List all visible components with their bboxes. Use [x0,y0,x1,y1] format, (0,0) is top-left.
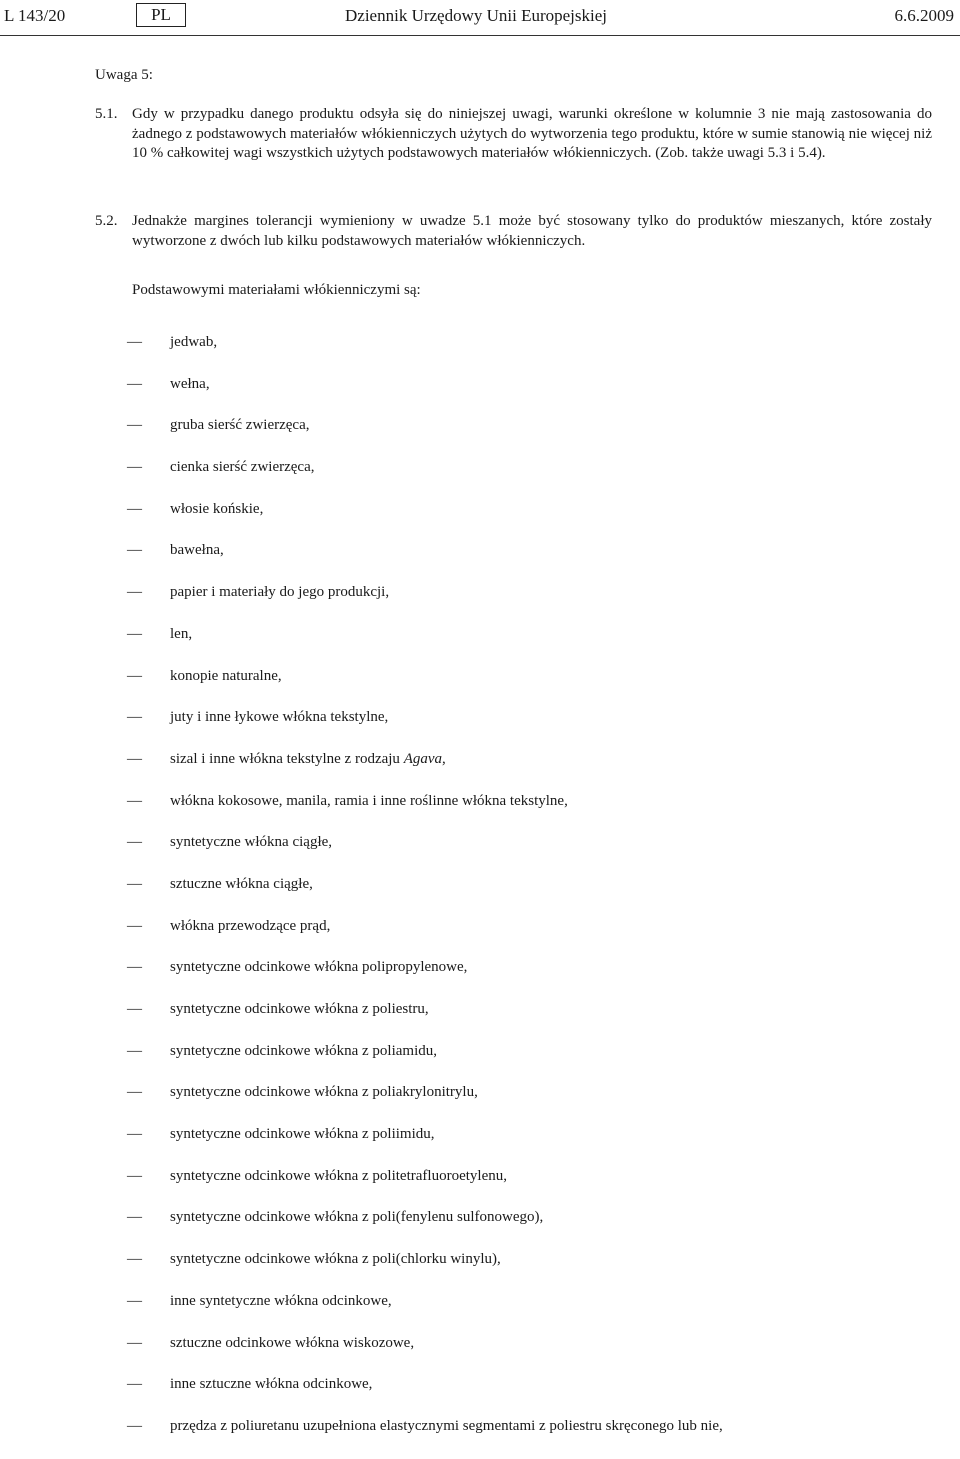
list-dash: — [127,709,142,726]
material-name: jedwab, [170,334,218,350]
list-item [127,958,927,1000]
material-name: włosie końskie, [170,500,264,517]
materials-intro: Podstawowymi materiałami włókienniczymi są: [132,282,421,298]
material-name: inne sztuczne włókna odcinkowe, [170,1376,373,1393]
material-name: gruba sierść zwierzęca, [170,417,310,434]
page-header [0,0,960,33]
material-name: bawełna, [170,542,224,559]
paragraph-5-2 [95,212,935,252]
material-name: sztuczne włókna ciągłe, [170,875,313,892]
list-dash: — [127,584,142,601]
list-item [127,416,927,458]
note-title: Uwaga 5: [95,67,153,83]
list-item [127,1292,927,1334]
list-item [127,667,927,709]
list-item [127,500,927,542]
material-name: juty i inne łykowe włókna tekstylne, [170,709,389,726]
list-dash: — [127,334,142,350]
list-dash: — [127,1167,142,1184]
list-dash: — [127,667,142,684]
list-dash: — [127,500,142,517]
paragraph-number: 5.2. [95,213,118,229]
list-dash: — [127,417,142,434]
list-dash: — [127,750,142,767]
list-dash: — [127,459,142,476]
list-item [127,1167,927,1209]
material-name: syntetyczne włókna ciągłe, [170,834,333,851]
list-dash: — [127,1334,142,1351]
material-name: papier i materiały do jego produkcji, [170,584,390,601]
list-item [127,1125,927,1167]
list-item [127,333,927,375]
material-name: syntetyczne odcinkowe włókna z poliestru, [170,1001,429,1017]
list-item [127,583,927,625]
list-dash: — [127,1001,142,1017]
list-item [127,541,927,583]
material-name: syntetyczne odcinkowe włókna z poliakrylonitrylu, [170,1084,478,1101]
list-item [127,625,927,667]
list-dash: — [127,875,142,892]
list-item [127,750,927,792]
list-item [127,875,927,917]
list-item [127,1000,927,1042]
paragraph-5-1 [95,105,935,185]
material-name: syntetyczne odcinkowe włókna z poli(fenylenu sulfonowego), [170,1209,544,1226]
list-item [127,1208,927,1250]
publication-date: 6.6.2009 [894,6,954,25]
list-dash: — [127,542,142,559]
material-name: inne syntetyczne włókna odcinkowe, [170,1292,392,1309]
material-name: włókna kokosowe, manila, ramia i inne roślinne włókna tekstylne, [170,792,568,809]
material-name: syntetyczne odcinkowe włókna z poli(chlorku winylu), [170,1251,501,1268]
list-item [127,833,927,875]
list-item [127,1042,927,1084]
list-item [127,792,927,834]
list-dash: — [127,625,142,642]
header-divider [0,35,960,36]
material-name: włókna przewodzące prąd, [170,917,331,934]
list-dash: — [127,1209,142,1226]
list-item [127,375,927,417]
material-name: konopie naturalne, [170,667,282,684]
list-dash: — [127,917,142,934]
list-item [127,917,927,959]
material-name: syntetyczne odcinkowe włókna z politetrafluoroetylenu, [170,1167,507,1184]
list-item [127,708,927,750]
list-dash: — [127,1376,142,1393]
page-reference: L 143/20 [4,6,66,25]
material-name: syntetyczne odcinkowe włókna z poliimidu, [170,1126,435,1143]
language-code-box: PL [136,3,186,27]
list-item [127,1250,927,1292]
material-name: syntetyczne odcinkowe włókna polipropylenowe, [170,959,468,976]
list-dash: — [127,792,142,809]
material-name: wełna, [170,375,210,392]
list-item [127,1083,927,1125]
list-dash: — [127,1417,142,1434]
list-dash: — [127,1126,142,1143]
list-dash: — [127,375,142,392]
list-dash: — [127,1251,142,1268]
list-dash: — [127,959,142,976]
material-name: len, [170,625,193,642]
list-item [127,458,927,500]
material-name: cienka sierść zwierzęca, [170,459,315,476]
paragraph-text: Jednakże margines tolerancji wymieniony w uwadze 5.1 może być stosowany tylko do produktów mieszanych, które zostały wytworzone z dwóch lub kilku podstawowych materiałów włókienniczych. [132,213,932,249]
list-dash: — [127,834,142,851]
materials-list [127,333,927,1459]
list-dash: — [127,1292,142,1309]
list-dash: — [127,1084,142,1101]
journal-title: Dziennik Urzędowy Unii Europejskiej [345,6,608,25]
material-name: sztuczne odcinkowe włókna wiskozowe, [170,1334,415,1351]
material-name: syntetyczne odcinkowe włókna z poliamidu, [170,1042,438,1059]
material-name: przędza z poliuretanu uzupełniona elastycznymi segmentami z poliestru skręconego lub nie, [170,1417,723,1434]
list-dash: — [127,1042,142,1059]
paragraph-text: Gdy w przypadku danego produktu odsyła się do niniejszej uwagi, warunki określone w kolumnie 3 nie mają zastosowania do żadnego z podstawowych materiałów włókienniczych użytych do wytworzenia tego produktu, które w sumie stanowią nie więcej niż 10 % całkowitej wagi wszystkich użytych podstawowych materiałów włókienniczych. (Zob. także uwagi 5.3 i 5.4). [132,106,932,161]
material-name: sizal i inne włókna tekstylne z rodzaju Agava, [170,750,446,767]
list-item [127,1375,927,1417]
list-item [127,1334,927,1376]
paragraph-number: 5.1. [95,106,118,122]
